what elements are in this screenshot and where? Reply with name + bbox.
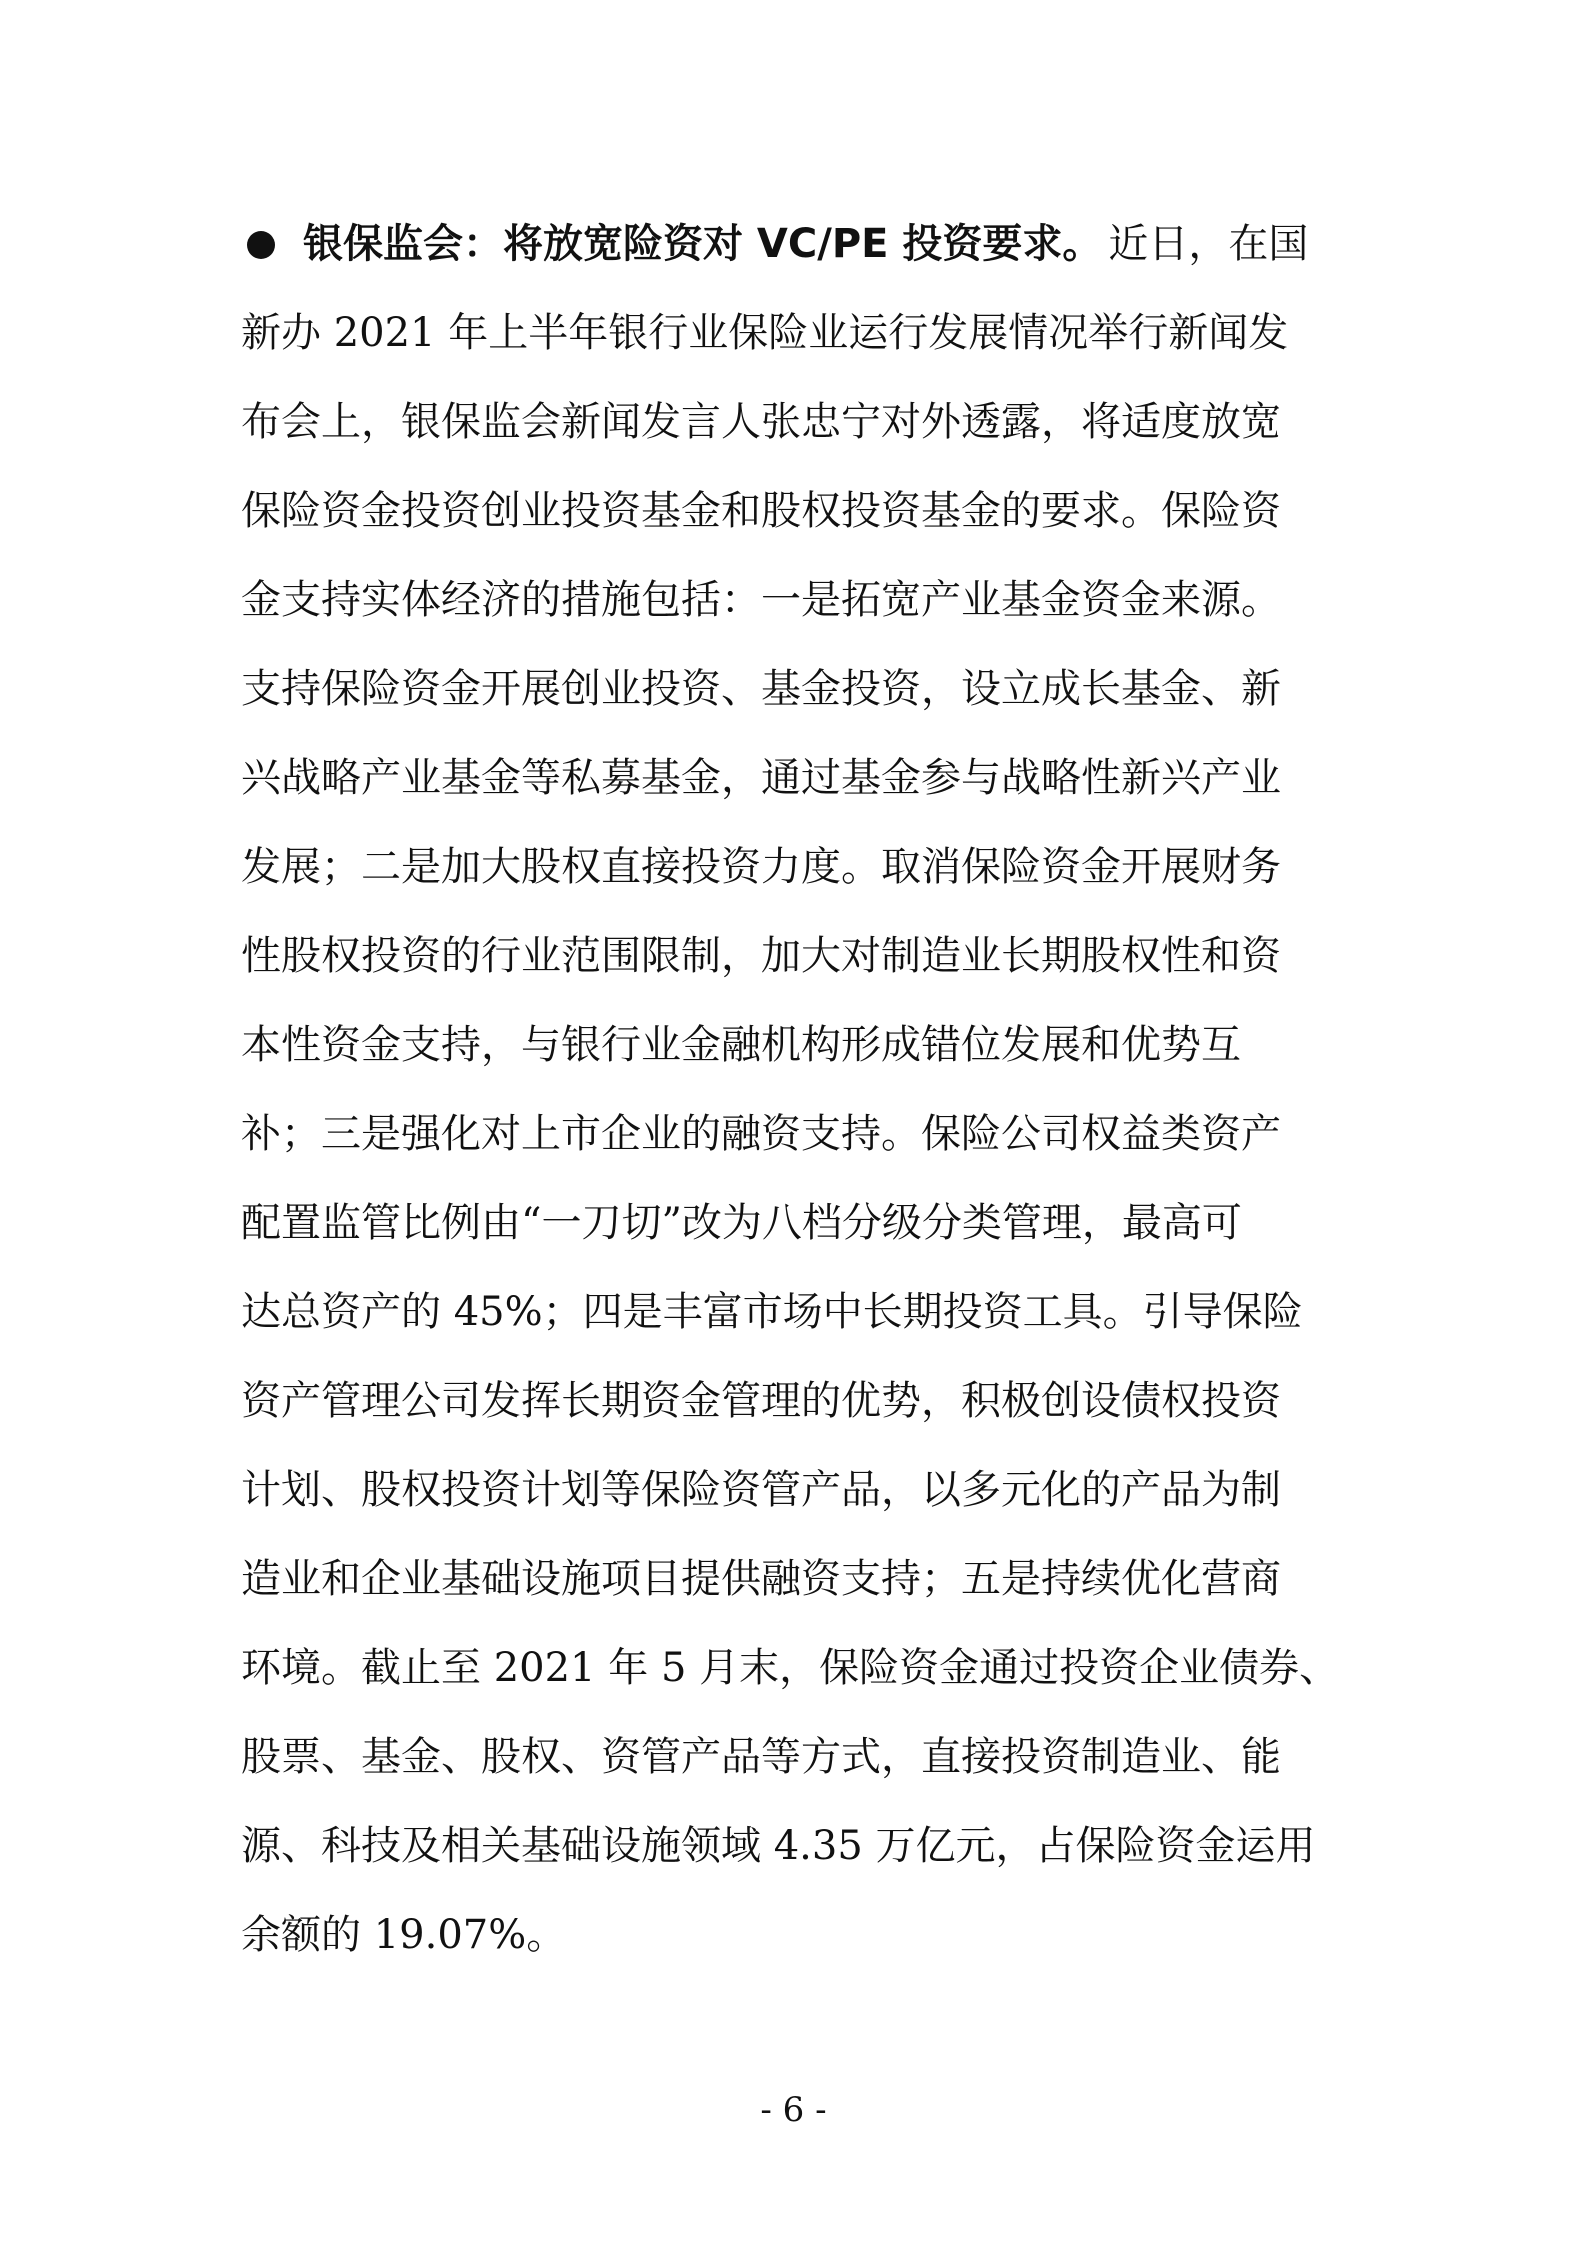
article-line: 源、科技及相关基础设施领域 4.35 万亿元，占保险资金运用 bbox=[241, 1823, 1316, 1869]
article-line: 金支持实体经济的措施包括：一是拓宽产业基金资金来源。 bbox=[241, 577, 1281, 623]
article-line: 资产管理公司发挥长期资金管理的优势，积极创设债权投资 bbox=[241, 1378, 1281, 1424]
article-line: 配置监管比例由“一刀切”改为八档分级分类管理，最高可 bbox=[241, 1200, 1242, 1246]
article-line: 股票、基金、股权、资管产品等方式，直接投资制造业、能 bbox=[241, 1734, 1281, 1780]
article-line: 达总资产的 45%；四是丰富市场中长期投资工具。引导保险 bbox=[241, 1289, 1303, 1335]
article-headline: 银保监会：将放宽险资对 VC/PE 投资要求。 bbox=[303, 221, 1103, 267]
article-line: 发展；二是加大股权直接投资力度。取消保险资金开展财务 bbox=[241, 844, 1281, 890]
article-line: 造业和企业基础设施项目提供融资支持；五是持续优化营商 bbox=[241, 1556, 1281, 1602]
article-line: 余额的 19.07%。 bbox=[241, 1912, 567, 1958]
bullet-icon bbox=[247, 231, 275, 259]
article-line: 环境。截止至 2021 年 5 月末，保险资金通过投资企业债券、 bbox=[241, 1645, 1340, 1691]
article-line: 兴战略产业基金等私募基金，通过基金参与战略性新兴产业 bbox=[241, 755, 1281, 801]
article-line: 保险资金投资创业投资基金和股权投资基金的要求。保险资 bbox=[241, 488, 1281, 534]
article-line: 新办 2021 年上半年银行业保险业运行发展情况举行新闻发 bbox=[241, 310, 1289, 356]
article-line: 补；三是强化对上市企业的融资支持。保险公司权益类资产 bbox=[241, 1111, 1281, 1157]
article-line: 布会上，银保监会新闻发言人张忠宁对外透露，将适度放宽 bbox=[241, 399, 1281, 445]
article-first-line bbox=[241, 200, 1351, 289]
article-line: 性股权投资的行业范围限制，加大对制造业长期股权性和资 bbox=[241, 933, 1281, 979]
article-line: 计划、股权投资计划等保险资管产品，以多元化的产品为制 bbox=[241, 1467, 1281, 1513]
article-text-start: 近日，在国 bbox=[1108, 221, 1309, 267]
article-body bbox=[241, 200, 1351, 1980]
article-line: 支持保险资金开展创业投资、基金投资，设立成长基金、新 bbox=[241, 666, 1281, 712]
article-line: 本性资金支持，与银行业金融机构形成错位发展和优势互 bbox=[241, 1022, 1241, 1068]
page-number: - 6 - bbox=[760, 2090, 827, 2130]
